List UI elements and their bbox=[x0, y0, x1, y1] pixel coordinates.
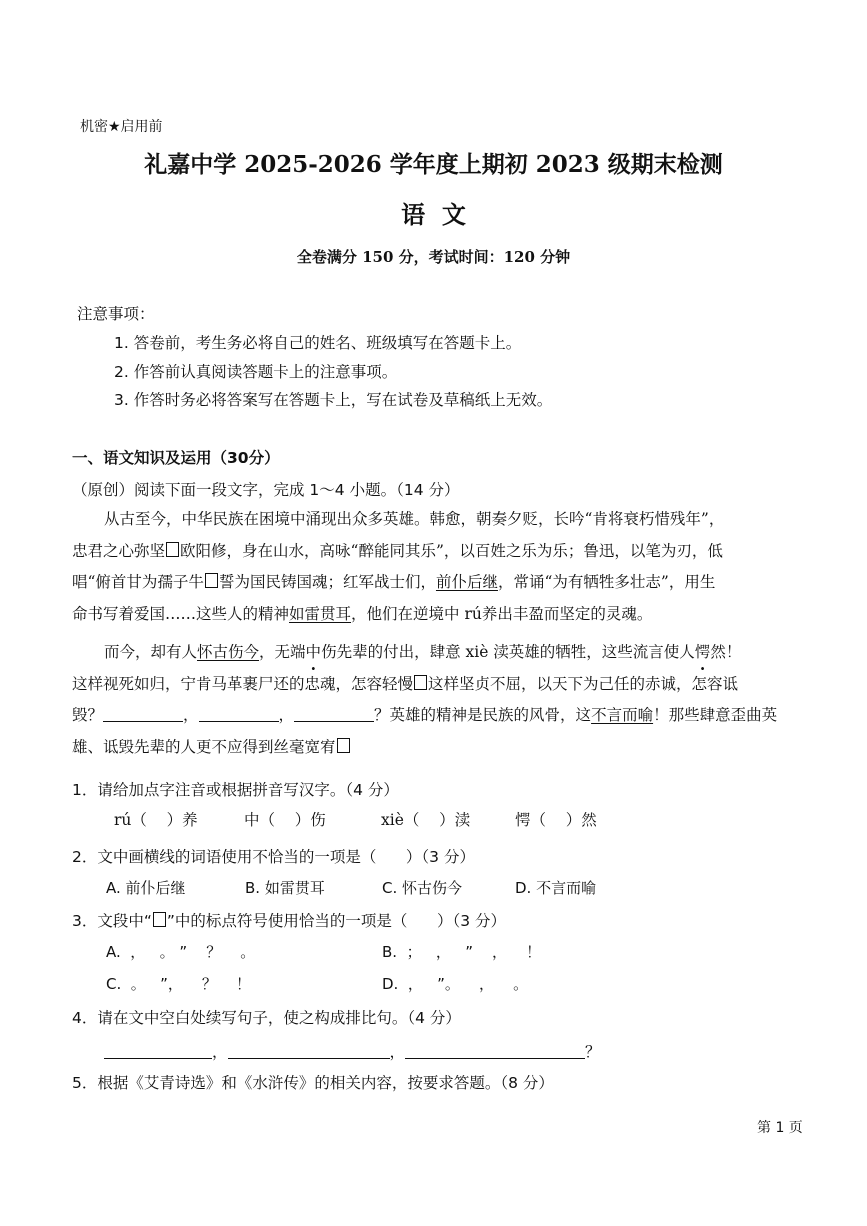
passage-text: 欧阳修，身在山水，高咏“醉能同其乐”，以百姓之乐为乐；鲁迅，以笔为刃，低 bbox=[180, 541, 723, 560]
passage-text: ，他们在逆境中 rú养出丰盈而坚定的灵魂。 bbox=[351, 604, 653, 623]
passage-text: 唱“俯首甘为孺子牛 bbox=[72, 573, 204, 591]
section-heading: 一、语文知识及运用（30分） bbox=[72, 449, 280, 467]
notice-item: 3. 作答时务必将答案写在答题卡上，写在试卷及草稿纸上无效。 bbox=[114, 391, 553, 409]
q4-separator: ？ bbox=[585, 1043, 601, 1061]
answer-blank[interactable] bbox=[294, 707, 374, 722]
passage-line bbox=[72, 700, 796, 732]
passage-text: 毁？ bbox=[72, 706, 104, 724]
passage-text: 命书写着爱国……这些人的精神 bbox=[72, 604, 290, 623]
q2-option-b[interactable]: B. 如雷贯耳 bbox=[245, 879, 325, 897]
q3-stem-text: 3．文段中“ bbox=[72, 912, 152, 930]
q1-item: 愕（ ）然 bbox=[515, 811, 597, 829]
q3-option-c[interactable]: C. 。 ”， ？ ！ bbox=[106, 975, 251, 993]
dotted-character: 中 bbox=[305, 643, 322, 661]
passage-text: 而今，却有人 bbox=[104, 643, 198, 661]
passage-text: ？英雄的精神是民族的风骨，这 bbox=[374, 706, 592, 724]
confidential-label: 机密★启用前 bbox=[80, 119, 163, 135]
q4-answer-line bbox=[104, 1040, 601, 1062]
exam-info: 全卷满分 150 分，考试时间：120 分钟 bbox=[296, 248, 571, 266]
notice-item: 1. 答卷前，考生务必将自己的姓名、班级填写在答题卡上。 bbox=[114, 334, 522, 352]
passage-text: 这样坚贞不屈，以天下为己任的赤诚，怎容诋 bbox=[428, 674, 739, 693]
punctuation-box bbox=[414, 675, 427, 690]
passage-text: 忠君之心弥坚 bbox=[72, 541, 166, 560]
dotted-character: 愕 bbox=[694, 643, 711, 661]
q4-separator: ， bbox=[389, 1043, 406, 1061]
passage-text: 伤先辈的付出，肆意 xiè 渎英雄的牺牲，这些流言使人 bbox=[321, 643, 695, 661]
answer-blank[interactable] bbox=[228, 1044, 390, 1059]
q4-separator: ， bbox=[212, 1043, 228, 1061]
passage-text: 誓为国民铸国魂；红军战士们， bbox=[218, 573, 436, 591]
q2-option-d[interactable]: D. 不言而喻 bbox=[515, 879, 597, 897]
q2-option-a[interactable]: A. 前仆后继 bbox=[106, 879, 186, 897]
q3-option-a[interactable]: A. ， 。 ” ？ 。 bbox=[106, 943, 256, 961]
q3-option-d[interactable]: D. ， ”。 ， 。 bbox=[382, 975, 529, 993]
q3-stem-text: ”中的标点符号使用恰当的一项是（ ）（3 分） bbox=[166, 912, 507, 930]
punctuation-box bbox=[166, 542, 179, 557]
passage-text: ，无端 bbox=[259, 643, 306, 661]
punctuation-box bbox=[337, 738, 350, 753]
passage-text: 雄、诋毁先辈的人更不应得到丝毫宽宥 bbox=[72, 737, 336, 756]
q1-item: 中（ ）伤 bbox=[244, 811, 326, 829]
notice-heading: 注意事项： bbox=[77, 305, 155, 323]
punctuation-box bbox=[205, 573, 218, 588]
passage-line bbox=[72, 599, 796, 631]
passage-line: 从古至今，中华民族在困境中涌现出众多英雄。韩愈，朝奏夕贬，长吟“肯将衰朽惜残年”， bbox=[104, 510, 725, 528]
passage-text: ！那些肆意歪曲英 bbox=[653, 706, 778, 724]
question-2-stem: 2．文中画横线的词语使用不恰当的一项是（ ）（3 分） bbox=[72, 848, 475, 866]
answer-blank[interactable] bbox=[103, 707, 183, 722]
passage-line bbox=[72, 637, 796, 669]
passage-line bbox=[72, 669, 796, 701]
passage-line bbox=[72, 732, 796, 764]
exam-title: 礼嘉中学 2025-2026 学年度上期初 2023 级期末检测 bbox=[144, 151, 723, 178]
answer-blank[interactable] bbox=[405, 1044, 585, 1059]
passage-text: 然！ bbox=[710, 643, 742, 661]
question-5-stem: 5．根据《艾青诗选》和《水浒传》的相关内容，按要求答题。（8 分） bbox=[72, 1074, 554, 1092]
page-number: 第 1 页 bbox=[757, 1120, 803, 1136]
underlined-phrase: 怀古伤今 bbox=[197, 643, 260, 661]
punctuation-box bbox=[153, 912, 166, 927]
passage-line bbox=[72, 567, 796, 599]
notice-item: 2. 作答前认真阅读答题卡上的注意事项。 bbox=[114, 363, 398, 381]
question-1-stem: 1．请给加点字注音或根据拼音写汉字。（4 分） bbox=[72, 781, 399, 799]
underlined-phrase: 如雷贯耳 bbox=[289, 604, 352, 623]
question-4-stem: 4．请在文中空白处续写句子，使之构成排比句。（4 分） bbox=[72, 1009, 461, 1027]
reading-intro: （原创）阅读下面一段文字，完成 1～4 小题。（14 分） bbox=[72, 481, 460, 499]
q3-option-b[interactable]: B. ； ， ” ， ！ bbox=[382, 943, 542, 961]
question-3-stem bbox=[72, 909, 506, 931]
passage-text: ，常诵“为有牺牲多壮志”，用生 bbox=[497, 573, 716, 591]
underlined-phrase: 前仆后继 bbox=[435, 573, 498, 591]
passage-text: 这样视死如归，宁肯马革裹尸还的忠魂，怎容轻慢 bbox=[72, 674, 414, 693]
answer-blank[interactable] bbox=[199, 707, 279, 722]
passage-line bbox=[72, 536, 796, 568]
underlined-phrase: 不言而喻 bbox=[591, 706, 654, 724]
answer-blank[interactable] bbox=[104, 1044, 212, 1059]
q1-item: xiè（ ）渎 bbox=[381, 811, 471, 829]
q2-option-c[interactable]: C. 怀古伤今 bbox=[382, 879, 463, 897]
passage-text: ， bbox=[183, 706, 199, 724]
subject-title: 语 文 bbox=[401, 200, 466, 229]
passage-text: ， bbox=[278, 706, 295, 724]
passage-paragraph-2 bbox=[72, 637, 796, 763]
passage-paragraph-1 bbox=[72, 504, 796, 630]
q1-item: rú（ ）养 bbox=[114, 811, 198, 829]
